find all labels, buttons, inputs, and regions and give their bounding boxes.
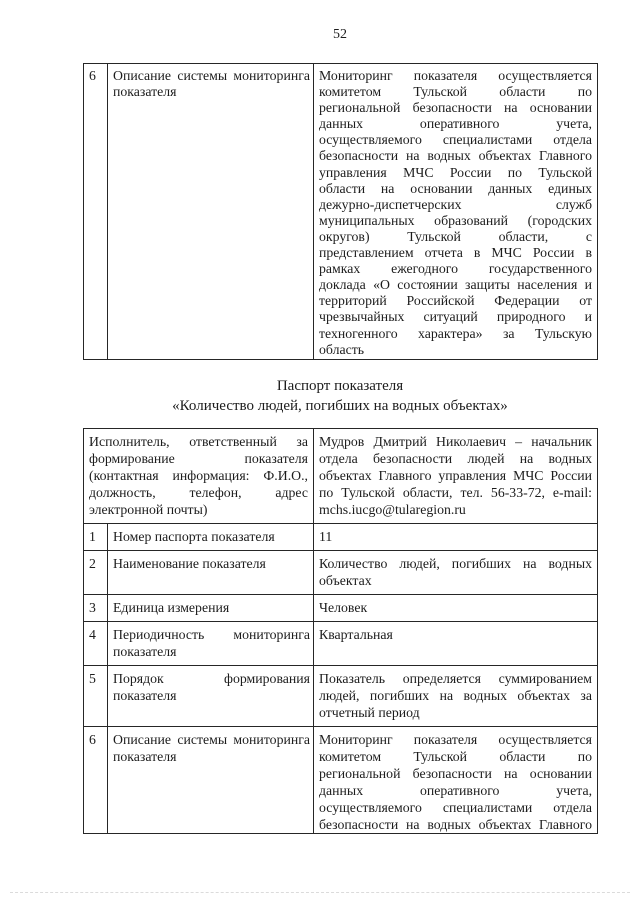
row-value-cell	[314, 551, 598, 595]
row-label-cell	[108, 64, 314, 360]
page-number: 52	[333, 27, 347, 42]
row-number: 1	[89, 529, 96, 544]
row-number-cell	[84, 666, 108, 727]
label-line: должность, телефон, адрес	[89, 485, 309, 500]
row-label-cell	[108, 524, 314, 551]
value-line: осуществляемого специалистами отдела	[319, 132, 592, 148]
row-value-cell	[314, 622, 598, 666]
value-line: область	[319, 341, 365, 357]
value-line: Мудров Дмитрий Николаевич – начальник	[319, 434, 593, 449]
value-line: безопасности на водных объектах Главного	[319, 148, 592, 164]
value-line: рамках ежегодного государственного	[319, 261, 592, 277]
scan-edge-noise	[10, 892, 630, 893]
table-row	[84, 666, 598, 727]
value-line: 11	[319, 529, 333, 544]
value-line: региональной безопасности на основании	[319, 766, 593, 781]
value-line: территорий Российской Федерации от	[319, 293, 592, 309]
label-line: Номер паспорта показателя	[113, 529, 275, 544]
label-line: (контактная информация: Ф.И.О.,	[89, 468, 309, 483]
row-number-cell	[84, 622, 108, 666]
label-line: Исполнитель, ответственный за	[89, 434, 309, 449]
label-line: Описание системы мониторинга	[113, 68, 310, 83]
table-row	[84, 551, 598, 595]
label-line: Наименование показателя	[113, 556, 266, 571]
row-number: 6	[89, 68, 96, 83]
row-label-cell	[108, 622, 314, 666]
table-row	[84, 622, 598, 666]
value-line: комитетом Тульской области по	[319, 749, 593, 764]
value-line: Показатель определяется суммированием	[319, 671, 593, 686]
value-line: объектах	[319, 573, 372, 588]
value-line: Человек	[319, 600, 368, 615]
row-value-cell	[314, 727, 598, 834]
label-line: показателя	[113, 749, 177, 764]
value-line: Мониторинг показателя осуществляется	[319, 732, 593, 747]
row-number-cell	[84, 551, 108, 595]
label-line: показателя	[113, 688, 177, 703]
row-label-cell	[108, 595, 314, 622]
label-line: Порядок формирования	[113, 671, 311, 686]
row-number: 6	[89, 732, 96, 747]
label-line: Единица измерения	[113, 600, 230, 615]
row-number: 5	[89, 671, 96, 686]
row-number-cell	[84, 524, 108, 551]
value-line: объектах Главного управления МЧС России	[319, 468, 593, 483]
value-line: муниципальных образований (городских	[319, 212, 592, 228]
value-line: доклада «О состоянии защиты населения и	[319, 277, 592, 293]
value-line: региональной безопасности на основании	[319, 100, 592, 116]
value-line: комитетом Тульской области по	[319, 84, 592, 100]
passport-subtitle: «Количество людей, погибших на водных объектах»	[172, 398, 508, 414]
row-number: 2	[89, 556, 96, 571]
value-line: по Тульской области, тел. 56-33-72, e-mail:	[319, 485, 593, 500]
row-number-cell	[84, 64, 108, 360]
row-label-cell	[108, 727, 314, 834]
value-line: чрезвычайных ситуаций природного и	[319, 309, 592, 325]
value-line: отдела безопасности людей на водных	[319, 451, 593, 466]
row-value-cell	[314, 524, 598, 551]
table-row	[84, 595, 598, 622]
row-value-cell	[314, 666, 598, 727]
label-line: показателя	[113, 644, 177, 659]
row-label-cell	[108, 666, 314, 727]
value-line: безопасности на водных объектах Главного	[319, 817, 593, 832]
passport-table	[83, 428, 598, 834]
value-line: Мониторинг показателя осуществляется	[319, 68, 592, 83]
label-line: Описание системы мониторинга	[113, 732, 311, 747]
value-line: Квартальная	[319, 627, 393, 642]
passport-heading	[83, 376, 597, 416]
value-line: области на основании данных единых	[319, 180, 592, 196]
table-row	[84, 524, 598, 551]
row-number: 3	[89, 600, 96, 615]
value-line: отчетный период	[319, 705, 420, 720]
table-row-executor	[84, 429, 598, 524]
email-text: mchs.iucgo@tularegion.ru	[319, 502, 466, 517]
value-line: данных оперативного учета,	[319, 116, 592, 132]
value-line: Количество людей, погибших на водных	[319, 556, 593, 571]
value-line: техногенного характера» за Тульскую	[319, 325, 592, 341]
executor-label-cell	[84, 429, 314, 524]
row-number-cell	[84, 595, 108, 622]
value-line: представлением отчета в МЧС России в	[319, 245, 592, 261]
value-line: управления МЧС России по Тульской	[319, 164, 592, 180]
row-value-cell	[314, 64, 598, 360]
passport-title: Паспорт показателя	[276, 378, 404, 394]
label-line: показателя	[113, 84, 177, 100]
executor-value-cell	[314, 429, 598, 524]
value-line: дежурно-диспетчерских служб	[319, 196, 592, 212]
label-line: Периодичность мониторинга	[113, 627, 311, 642]
label-line: электронной почты)	[89, 502, 208, 517]
value-line: осуществляемого специалистами отдела	[319, 800, 593, 815]
label-line: формирование показателя	[89, 451, 309, 466]
row-value-cell	[314, 595, 598, 622]
row-number: 4	[89, 627, 96, 642]
table-row	[84, 727, 598, 834]
value-line: людей, погибших на водных объектах за	[319, 688, 593, 703]
row-label-cell	[108, 551, 314, 595]
continued-table	[83, 63, 598, 360]
row-number-cell	[84, 727, 108, 834]
table-row	[84, 64, 598, 360]
value-line: округов) Тульской области, с	[319, 228, 592, 244]
value-line: данных оперативного учета,	[319, 783, 593, 798]
